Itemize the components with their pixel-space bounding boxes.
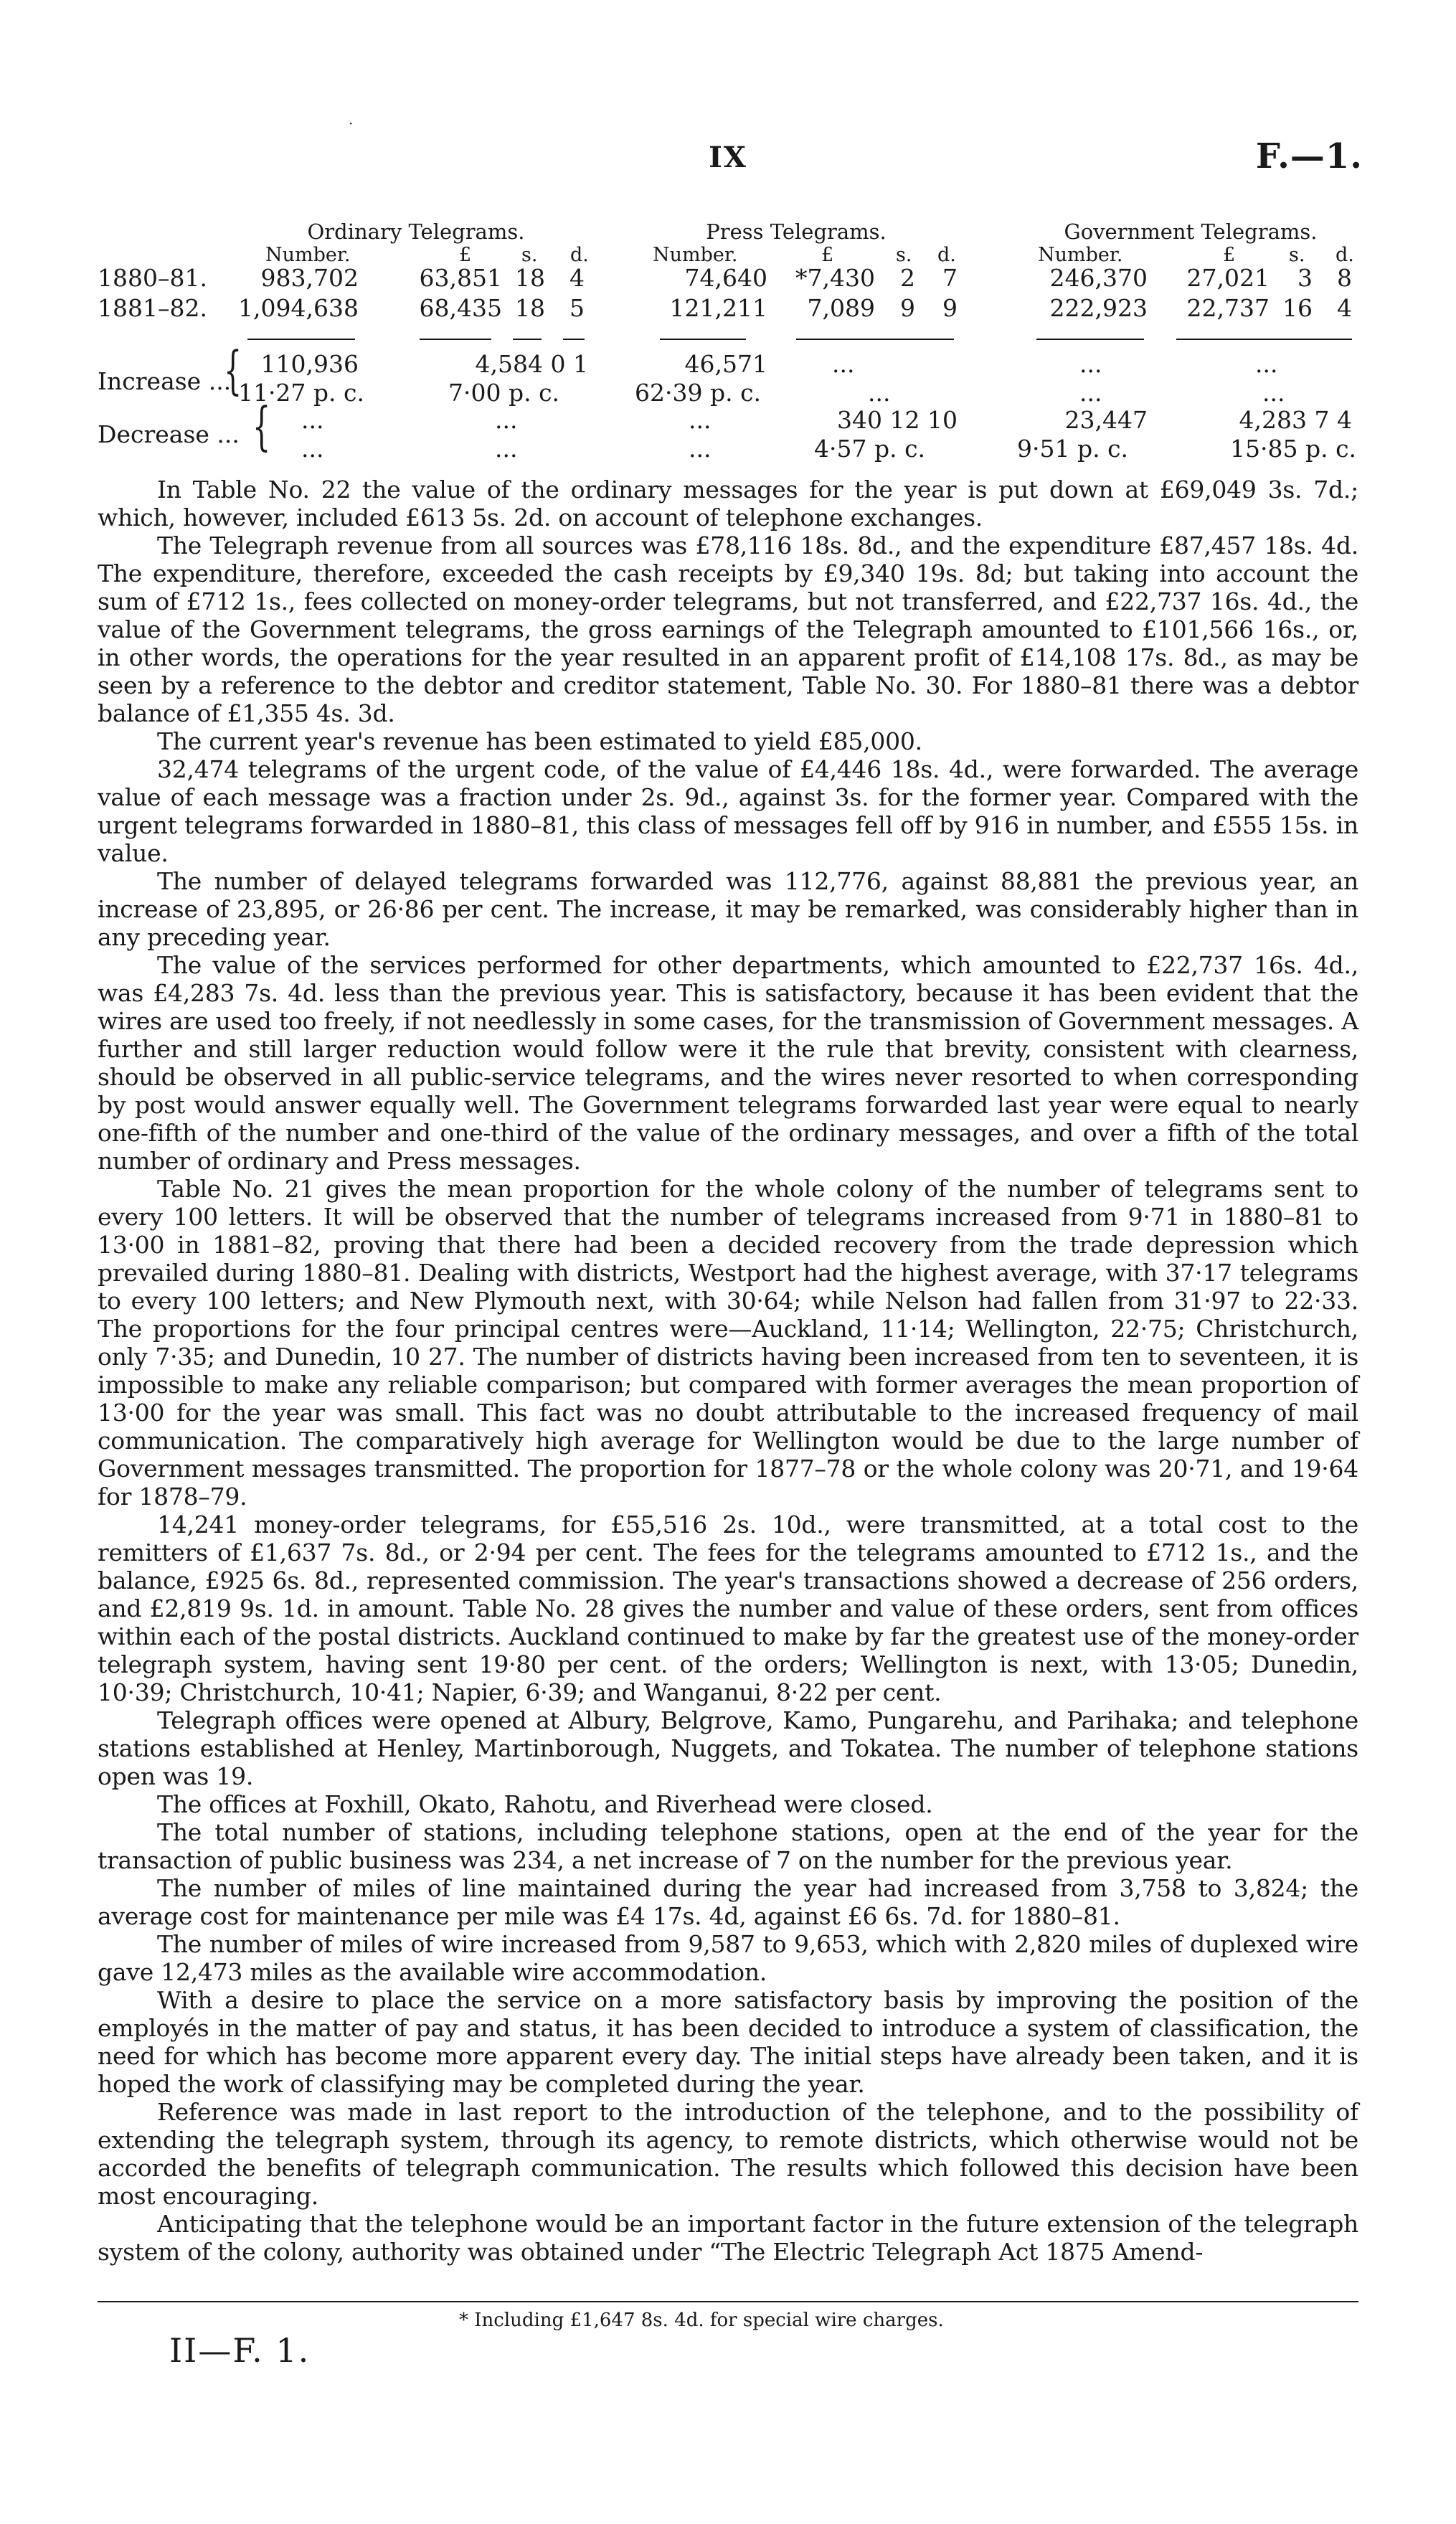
press-number: 121,211 <box>669 294 767 322</box>
paragraph: The current year's revenue has been estimated to yield £85,000. <box>157 727 922 755</box>
page-number: IX <box>709 141 747 174</box>
ordinary-pence: 4 <box>569 264 585 292</box>
paragraph: The number of miles of line maintained during the year had increased from 3,758 to 3,824; the average cost for maintenance per mile was £4 17s. 4d, against £6 6s. 7d. for 1880–81. <box>98 1874 1358 1930</box>
decrease-press-value: 340 12 10 <box>837 406 958 434</box>
subheader-pounds: £ <box>459 244 472 266</box>
paragraph: The number of delayed telegrams forwarded was 112,776, against 88,881 the previous year, an increase of 23,895, or 26·86 per cent. The increase, it may be remarked, was considerably higher than in any preceding year. <box>98 867 1358 951</box>
brace-symbol: { <box>224 340 242 400</box>
row-year: 1880–81. <box>98 264 207 292</box>
subheader-pence: d. <box>1336 244 1354 266</box>
increase-government-percent: ... <box>1079 379 1102 407</box>
ordinary-number: 1,094,638 <box>238 294 359 322</box>
press-pence: 9 <box>942 294 958 322</box>
footnote-rule <box>98 2301 1358 2302</box>
paragraph: In Table No. 22 the value of the ordinary messages for the year is put down at £69,049 3s. 7d.; which, however, included £613 5s. 2d. on account of telephone exchanges. <box>98 476 1358 531</box>
ordinary-shillings: 18 <box>515 294 545 322</box>
government-pounds: 22,737 <box>1186 294 1270 322</box>
paragraph: 32,474 telegrams of the urgent code, of the value of £4,446 18s. 4d., were forwarded. The average value of each message was a fraction under 2s. 9d., against 3s. for the former year. Compared with the urgent telegrams forwarded in 1880–81, this class of messages fell off by 916 in number, and £555 15s. in value. <box>98 755 1358 867</box>
government-number: 222,923 <box>1049 294 1148 322</box>
decrease-ordinary-percent: ... <box>301 435 324 463</box>
increase-ordinary-value: 4,584 0 1 <box>475 350 588 378</box>
footnote: * Including £1,647 8s. 4d. for special wire charges. <box>459 2310 944 2331</box>
subheader-pence: d. <box>937 244 956 266</box>
table-rule <box>1176 339 1352 340</box>
government-pounds: 27,021 <box>1186 264 1270 292</box>
press-pence: 7 <box>942 264 958 292</box>
subheader-shillings: s. <box>896 244 912 266</box>
row-year: 1881–82. <box>98 294 207 322</box>
subheader-pounds: £ <box>1223 244 1236 266</box>
subheader-pence: d. <box>570 244 589 266</box>
paragraph: 14,241 money-order telegrams, for £55,516 2s. 10d., were transmitted, at a total cost to the remitters of £1,637 7s. 8d., or 2·94 per cent. The fees for the telegrams amounted to £712 1s., and the balance, £925 6s. 8d., represented commission. The year's transactions showed a decrease of 256 orders, and £2,819 9s. 1d. in amount. Table No. 28 gives the number and value of these orders, sent from offices within each of the postal districts. Auckland continued to make by far the greatest use of the money-order telegraph system, having sent 19·80 per cent. of the orders; Wellington is next, with 13·05; Dunedin, 10·39; Christchurch, 10·41; Napier, 6·39; and Wanganui, 8·22 per cent. <box>98 1511 1358 1706</box>
group-press: Press Telegrams. <box>706 219 887 244</box>
table-rule <box>420 339 491 340</box>
decrease-ordinary-value-percent: ... <box>495 435 518 463</box>
paragraph: Table No. 21 gives the mean proportion for the whole colony of the number of telegrams sent to every 100 letters. It will be observed that the number of telegrams increased from 9·71 in 1880–81 to 13·00 in 1881–82, proving that there had been a decided recovery from the trade depression which prevailed during 1880–81. Dealing with districts, Westport had the highest average, with 37·17 telegrams to every 100 letters; and New Plymouth next, with 30·64; while Nelson had fallen from 31·97 to 22·33. The proportions for the four principal centres were—Auckland, 11·14; Wellington, 22·75; Christchurch, only 7·35; and Dunedin, 10 27. The number of districts having been increased from ten to seventeen, it is impossible to make any reliable comparison; but compared with former averages the mean proportion of 13·00 for the year was small. This fact was no doubt attributable to the increased frequency of mail communication. The comparatively high average for Wellington would be due to the large number of Government messages transmitted. The proportion for 1877–78 or the whole colony was 20·71, and 19·64 for 1878–79. <box>98 1175 1358 1511</box>
increase-ordinary-number: 110,936 <box>260 350 359 378</box>
increase-press-percent: 62·39 p. c. <box>635 379 762 407</box>
increase-ordinary-percent: 11·27 p. c. <box>237 379 364 407</box>
table-rule <box>660 339 746 340</box>
decrease-ordinary-value: ... <box>495 406 518 434</box>
decrease-label: Decrease ... <box>98 420 240 448</box>
decrease-press-percent: ... <box>689 435 712 463</box>
table-rule <box>513 339 542 340</box>
table-rule <box>1036 339 1144 340</box>
increase-government-value-percent: ... <box>1262 379 1285 407</box>
press-number: 74,640 <box>684 264 767 292</box>
press-pounds: 7,089 <box>807 294 875 322</box>
subheader-shillings: s. <box>521 244 538 266</box>
paragraph: Telegraph offices were opened at Albury, Belgrove, Kamo, Pungarehu, and Parihaka; and telephone stations established at Henley, Martinborough, Nuggets, and Tokatea. The number of telephone stations open was 19. <box>98 1706 1358 1790</box>
printer-signature: II—F. 1. <box>169 2331 311 2370</box>
government-shillings: 16 <box>1282 294 1313 322</box>
increase-government-number: ... <box>1079 350 1102 378</box>
paragraph: The Telegraph revenue from all sources was £78,116 18s. 8d., and the expenditure £87,457 18s. 4d. The expenditure, therefore, exceeded the cash receipts by £9,340 19s. 8d; but taking into account the sum of £712 1s., fees collected on money-order telegrams, but not transferred, and £22,737 16s. 4d., the value of the Government telegrams, the gross earnings of the Telegraph amounted to £101,566 16s., or, in other words, the operations for the year resulted in an apparent profit of £14,108 17s. 8d., as may be seen by a reference to the debtor and creditor statement, Table No. 30. For 1880–81 there was a debtor balance of £1,355 4s. 3d. <box>98 531 1358 727</box>
increase-label: Increase ... <box>98 367 232 395</box>
decrease-ordinary-number: ... <box>301 406 324 434</box>
subheader-shillings: s. <box>1289 244 1305 266</box>
decrease-government-value: 4,283 7 4 <box>1239 406 1352 434</box>
government-shillings: 3 <box>1297 264 1313 292</box>
paragraph: With a desire to place the service on a more satisfactory basis by improving the position of the employés in the matter of pay and status, it has been decided to introduce a system of classification, the need for which has become more apparent every day. The initial steps have already been taken, and it is hoped the work of classifying may be completed during the year. <box>98 1986 1358 2098</box>
press-shillings: 2 <box>900 264 915 292</box>
paragraph: The number of miles of wire increased from 9,587 to 9,653, which with 2,820 miles of duplexed wire gave 12,473 miles as the available wire accommodation. <box>98 1930 1358 1986</box>
paragraph: The value of the services performed for other departments, which amounted to £22,737 16s. 4d., was £4,283 7s. 4d. less than the previous year. This is satisfactory, because it has been evident that the wires are used too freely, if not needlessly in some cases, for the transmission of Government messages. A further and still larger reduction would follow were it the rule that brevity, consistent with clearness, should be observed in all public-service telegrams, and the wires never resorted to when corresponding by post would answer equally well. The Government telegrams forwarded last year were equal to nearly one-fifth of the number and one-third of the value of the ordinary messages, and over a fifth of the total number of ordinary and Press messages. <box>98 951 1358 1175</box>
increase-press-number: 46,571 <box>684 350 767 378</box>
table-rule <box>796 339 954 340</box>
press-pounds: *7,430 <box>795 264 875 292</box>
subheader-number: Number. <box>265 244 351 266</box>
increase-press-value-percent: ... <box>868 379 891 407</box>
paragraph: The total number of stations, including telephone stations, open at the end of the year for the transaction of public business was 234, a net increase of 7 on the number for the previous year. <box>98 1818 1358 1874</box>
ordinary-pounds: 68,435 <box>419 294 502 322</box>
table-rule <box>563 339 585 340</box>
document-reference: F.—1. <box>1255 136 1363 176</box>
subheader-pounds: £ <box>821 244 834 266</box>
government-pence: 8 <box>1337 264 1352 292</box>
subheader-number: Number. <box>653 244 738 266</box>
increase-press-value: ... <box>832 350 855 378</box>
paragraph: The offices at Foxhill, Okato, Rahotu, and Riverhead were closed. <box>157 1790 933 1818</box>
decrease-press-value-percent: 4·57 p. c. <box>814 435 926 463</box>
increase-ordinary-value-percent: 7·00 p. c. <box>448 379 560 407</box>
ordinary-shillings: 18 <box>515 264 545 292</box>
paragraph: Reference was made in last report to the introduction of the telephone, and to the possibility of extending the telegraph system, through its agency, to remote districts, which otherwise would not be accorded the benefits of telegraph communication. The results which followed this decision have been most encouraging. <box>98 2098 1358 2210</box>
press-shillings: 9 <box>900 294 915 322</box>
decrease-press-number: ... <box>689 406 712 434</box>
subheader-number: Number. <box>1038 244 1123 266</box>
decrease-government-value-percent: 15·85 p. c. <box>1230 435 1357 463</box>
government-pence: 4 <box>1337 294 1352 322</box>
ordinary-pence: 5 <box>569 294 585 322</box>
government-number: 246,370 <box>1049 264 1148 292</box>
table-rule <box>247 339 355 340</box>
group-government: Government Telegrams. <box>1064 219 1318 244</box>
decrease-government-percent: 9·51 p. c. <box>1017 435 1129 463</box>
group-ordinary: Ordinary Telegrams. <box>307 219 525 244</box>
ordinary-number: 983,702 <box>260 264 359 292</box>
ordinary-pounds: 63,851 <box>419 264 502 292</box>
paragraph: Anticipating that the telephone would be an important factor in the future extension of the telegraph system of the colony, authority was obtained under “The Electric Telegraph Act 1875 Amend- <box>98 2210 1358 2266</box>
decrease-government-number: 23,447 <box>1064 406 1148 434</box>
brace-symbol: { <box>252 396 271 456</box>
margin-dot: · <box>349 115 354 132</box>
report-body <box>98 476 1358 2266</box>
increase-government-value: ... <box>1255 350 1278 378</box>
